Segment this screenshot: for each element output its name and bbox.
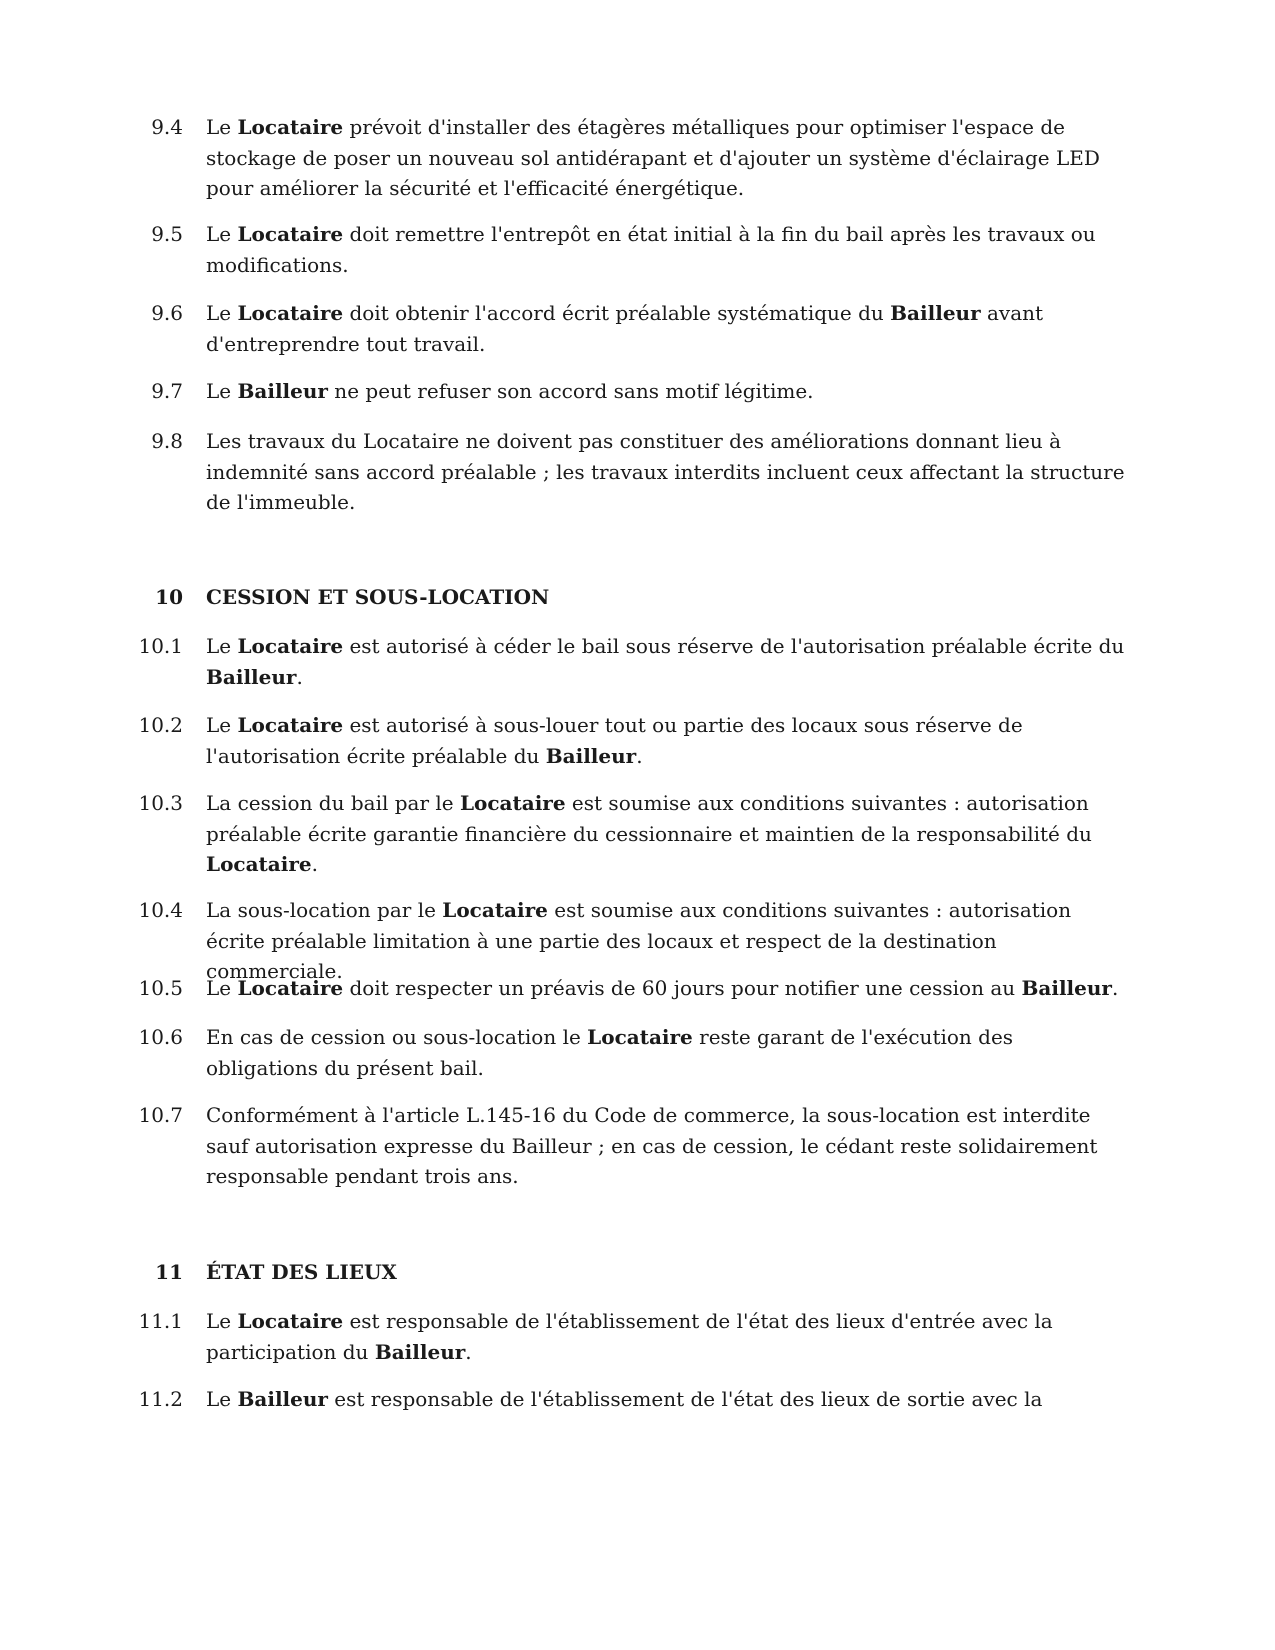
- party-term: Bailleur: [545, 743, 637, 768]
- clause-text: [206, 1384, 1126, 1415]
- party-term: Bailleur: [890, 301, 981, 325]
- text-run: est responsable de l'établissement de l'état des lieux de sortie avec la: [327, 1387, 1043, 1411]
- clause-number: 10.2: [138, 713, 183, 737]
- text-run: Le: [206, 301, 238, 325]
- party-term: Locataire: [459, 791, 566, 815]
- text-run: ÉTAT DES LIEUX: [206, 1260, 397, 1284]
- text-run: prévoit d'installer des étagères métalliques pour optimiser l'espace de stockage de poser un nouveau sol antidérapant et d'ajouter un système d'éclairage LED pour améliorer la sécurité et l'efficacité énergétique.: [206, 115, 1100, 200]
- text-run: doit obtenir l'accord écrit préalable systématique du: [343, 301, 891, 325]
- text-run: La cession du bail par le: [206, 791, 460, 815]
- text-run: est autorisé à sous-louer tout ou partie des locaux sous réserve de l'autorisation écrite préalable du: [206, 713, 1023, 768]
- text-run: doit respecter un préavis de 60 jours pour notifier une cession au: [343, 976, 1022, 1000]
- party-term: Locataire: [237, 713, 344, 737]
- party-term: Locataire: [237, 115, 344, 139]
- text-run: Les travaux du Locataire ne doivent pas constituer des améliorations donnant lieu à indemnité sans accord préalable ; les travaux interdits incluent ceux affectant la structure de l'immeuble.: [206, 429, 1125, 514]
- clause-number: 10.1: [138, 634, 183, 658]
- clause-number: 10.6: [138, 1025, 183, 1049]
- section-title: [206, 582, 1126, 613]
- party-term: Locataire: [237, 976, 344, 1000]
- party-term: Locataire: [237, 634, 344, 658]
- clause-number: 10.5: [138, 976, 183, 1000]
- text-run: Conformément à l'article L.145-16 du Code de commerce, la sous-location est interdite sauf autorisation expresse du Bailleur ; en cas de cession, le cédant reste solidairement responsable pendant trois ans.: [206, 1103, 1098, 1188]
- clause-text: [206, 710, 1126, 771]
- party-term: Locataire: [237, 301, 344, 325]
- clause-text: [206, 1100, 1126, 1192]
- party-term: Locataire: [442, 898, 548, 922]
- text-run: est soumise aux conditions suivantes : autorisation préalable écrite garantie financière du cessionnaire et maintien de la responsabilité du: [206, 791, 1092, 846]
- text-run: Le: [206, 713, 238, 737]
- text-run: Le: [206, 1387, 238, 1411]
- clause-number: 9.5: [151, 222, 183, 246]
- section-number: 10: [155, 585, 183, 609]
- text-run: Le: [206, 222, 238, 246]
- clause-text: [206, 219, 1126, 280]
- text-run: .: [465, 1339, 472, 1364]
- text-run: avant d'entreprendre tout travail.: [206, 301, 1044, 356]
- text-run: reste garant de l'exécution des obligations du présent bail.: [206, 1025, 1014, 1080]
- text-run: est responsable de l'établissement de l'état des lieux d'entrée avec la participation du: [206, 1309, 1053, 1364]
- clause-number: 10.4: [138, 898, 183, 922]
- clause-text: [206, 112, 1126, 204]
- text-run: .: [296, 664, 303, 689]
- party-term: Bailleur: [374, 1339, 466, 1364]
- clause-number: 9.4: [151, 115, 183, 139]
- party-term: Locataire: [206, 852, 312, 876]
- text-run: Le: [206, 115, 238, 139]
- clause-number: 9.8: [151, 429, 183, 453]
- clause-number: 9.6: [151, 301, 183, 325]
- party-term: Locataire: [237, 222, 344, 246]
- text-run: est autorisé à céder le bail sous réserve de l'autorisation préalable écrite du: [343, 634, 1125, 658]
- clause-text: [206, 631, 1126, 692]
- clause-number: 9.7: [151, 379, 183, 403]
- text-run: En cas de cession ou sous-location le: [206, 1025, 588, 1049]
- clause-text: [206, 426, 1126, 518]
- text-run: Le: [206, 976, 238, 1000]
- party-term: Bailleur: [206, 664, 297, 689]
- clause-text: [206, 973, 1126, 1004]
- text-run: ne peut refuser son accord sans motif légitime.: [327, 379, 814, 403]
- clause-text: [206, 298, 1126, 359]
- text-run: Le: [206, 1309, 238, 1333]
- clause-number: 10.3: [138, 791, 183, 815]
- text-run: CESSION ET SOUS-LOCATION: [206, 585, 550, 609]
- clause-text: [206, 376, 1126, 407]
- text-run: doit remettre l'entrepôt en état initial à la fin du bail après les travaux ou modifications.: [206, 222, 1096, 277]
- section-number: 11: [155, 1260, 183, 1284]
- text-run: La sous-location par le: [206, 898, 443, 922]
- party-term: Bailleur: [1021, 976, 1112, 1000]
- party-term: Bailleur: [237, 379, 328, 403]
- text-run: .: [1111, 976, 1119, 1000]
- text-run: Le: [206, 634, 238, 658]
- party-term: Bailleur: [237, 1387, 328, 1411]
- party-term: Locataire: [237, 1309, 344, 1333]
- text-run: est soumise aux conditions suivantes : autorisation écrite préalable limitation à une partie des locaux et respect de la destination commerciale.: [206, 898, 1072, 983]
- clause-number: 11.2: [138, 1387, 183, 1411]
- clause-text: [206, 1306, 1126, 1367]
- party-term: Locataire: [587, 1025, 693, 1049]
- clause-number: 11.1: [138, 1309, 183, 1333]
- clause-text: [206, 788, 1126, 880]
- text-run: .: [636, 743, 643, 768]
- text-run: Le: [206, 379, 238, 403]
- text-run: .: [311, 852, 318, 876]
- clause-number: 10.7: [138, 1103, 183, 1127]
- clause-text: [206, 1022, 1126, 1083]
- section-title: [206, 1257, 1126, 1288]
